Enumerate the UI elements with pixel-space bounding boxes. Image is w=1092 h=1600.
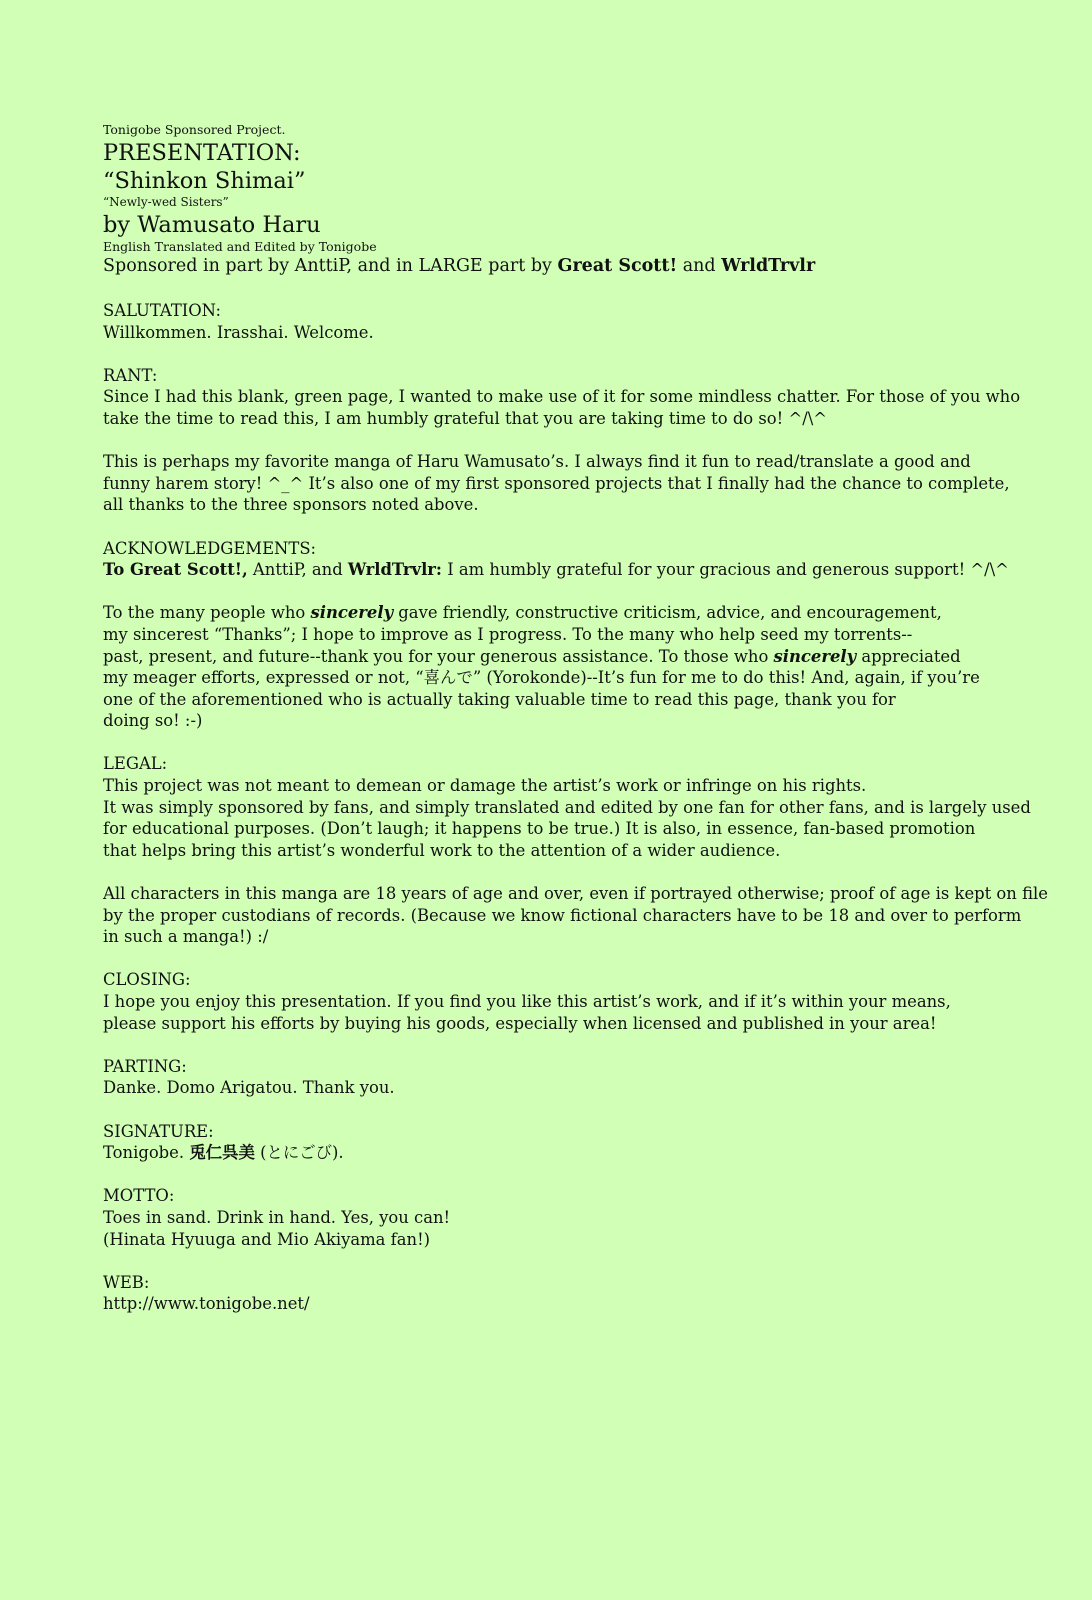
- project-label: Tonigobe Sponsored Project.: [103, 122, 286, 137]
- text-line: It was simply sponsored by fans, and simply translated and edited by one fan for other fans, and is largely used: [103, 797, 1031, 817]
- text-line: please support his efforts by buying his goods, especially when licensed and published in your area!: [103, 1013, 937, 1033]
- presentation-heading: PRESENTATION:: [103, 140, 301, 166]
- text-line: by the proper custodians of records. (Because we know fictional characters have to be 18 and over to perform: [103, 905, 1022, 925]
- text-line: All characters in this manga are 18 years of age and over, even if portrayed otherwise; proof of age is kept on file: [103, 884, 1048, 904]
- manga-title: “Shinkon Shimai”: [103, 168, 306, 194]
- text-line: in such a manga!) :/: [103, 927, 269, 947]
- text-line: Since I had this blank, green page, I wanted to make use of it for some mindless chatter. For those of you who: [103, 387, 1021, 407]
- text-line: Danke. Domo Arigatou. Thank you.: [103, 1078, 395, 1098]
- text-line: Toes in sand. Drink in hand. Yes, you can!: [103, 1207, 451, 1227]
- section-heading: CLOSING:: [103, 970, 191, 990]
- section-heading: MOTTO:: [103, 1186, 175, 1206]
- author-line: by Wamusato Haru: [103, 212, 321, 238]
- text-line: Willkommen. Irasshai. Welcome.: [103, 322, 374, 342]
- text-line: past, present, and future--thank you for your generous assistance. To those who sincerely appreciated: [103, 646, 961, 666]
- text-line: that helps bring this artist’s wonderful work to the attention of a wider audience.: [103, 840, 781, 860]
- section-heading: SALUTATION:: [103, 301, 221, 320]
- section-heading: ACKNOWLEDGEMENTS:: [103, 538, 317, 558]
- text-line: To the many people who sincerely gave friendly, constructive criticism, advice, and encouragement,: [103, 603, 942, 623]
- text-line: one of the aforementioned who is actually taking valuable time to read this page, thank you for: [103, 689, 896, 709]
- text-line: This project was not meant to demean or damage the artist’s work or infringe on his rights.: [103, 776, 867, 796]
- section-heading: WEB:: [103, 1272, 150, 1292]
- section-heading: SIGNATURE:: [103, 1121, 214, 1141]
- text-line: This is perhaps my favorite manga of Haru Wamusato’s. I always find it fun to read/translate a good and: [103, 452, 971, 472]
- manga-subtitle: “Newly-wed Sisters”: [103, 195, 229, 209]
- section-heading: LEGAL:: [103, 754, 168, 774]
- salutation-section: [103, 300, 1048, 1315]
- text-line: doing so! :-): [103, 711, 203, 731]
- text-line: my sincerest “Thanks”; I hope to improve as I progress. To the many who help seed my torrents--: [103, 624, 913, 644]
- text-line: all thanks to the three sponsors noted above.: [103, 495, 479, 515]
- text-line: for educational purposes. (Don’t laugh; it happens to be true.) It is also, in essence, fan-based promotion: [103, 819, 976, 839]
- text-line: my meager efforts, expressed or not, “喜んで” (Yorokonde)--It’s fun for me to do this! And, again, if you’re: [103, 668, 980, 688]
- section-heading: PARTING:: [103, 1056, 187, 1076]
- section-heading: RANT:: [103, 365, 158, 385]
- text-line: I hope you enjoy this presentation. If you find you like this artist’s work, and if it’s within your means,: [103, 992, 951, 1011]
- text-line: Tonigobe. 兎仁呉美 (とにごび).: [103, 1143, 344, 1163]
- text-line: To Great Scott!, AnttiP, and WrldTrvlr: I am humbly grateful for your gracious and generous support! ^/\^: [103, 560, 1009, 580]
- text-line: (Hinata Hyuuga and Mio Akiyama fan!): [103, 1229, 431, 1249]
- credit-line: English Translated and Edited by Tonigobe: [103, 239, 377, 254]
- sponsor-line: Sponsored in part by AnttiP, and in LARGE part by Great Scott! and WrldTrvlr: [103, 256, 816, 276]
- web-link[interactable]: http://www.tonigobe.net/: [103, 1294, 310, 1314]
- document-page: [103, 122, 1048, 1315]
- text-line: take the time to read this, I am humbly grateful that you are taking time to do so! ^/\^: [103, 408, 827, 428]
- text-line: funny harem story! ^_^ It’s also one of my first sponsored projects that I finally had the chance to complete,: [103, 473, 1010, 493]
